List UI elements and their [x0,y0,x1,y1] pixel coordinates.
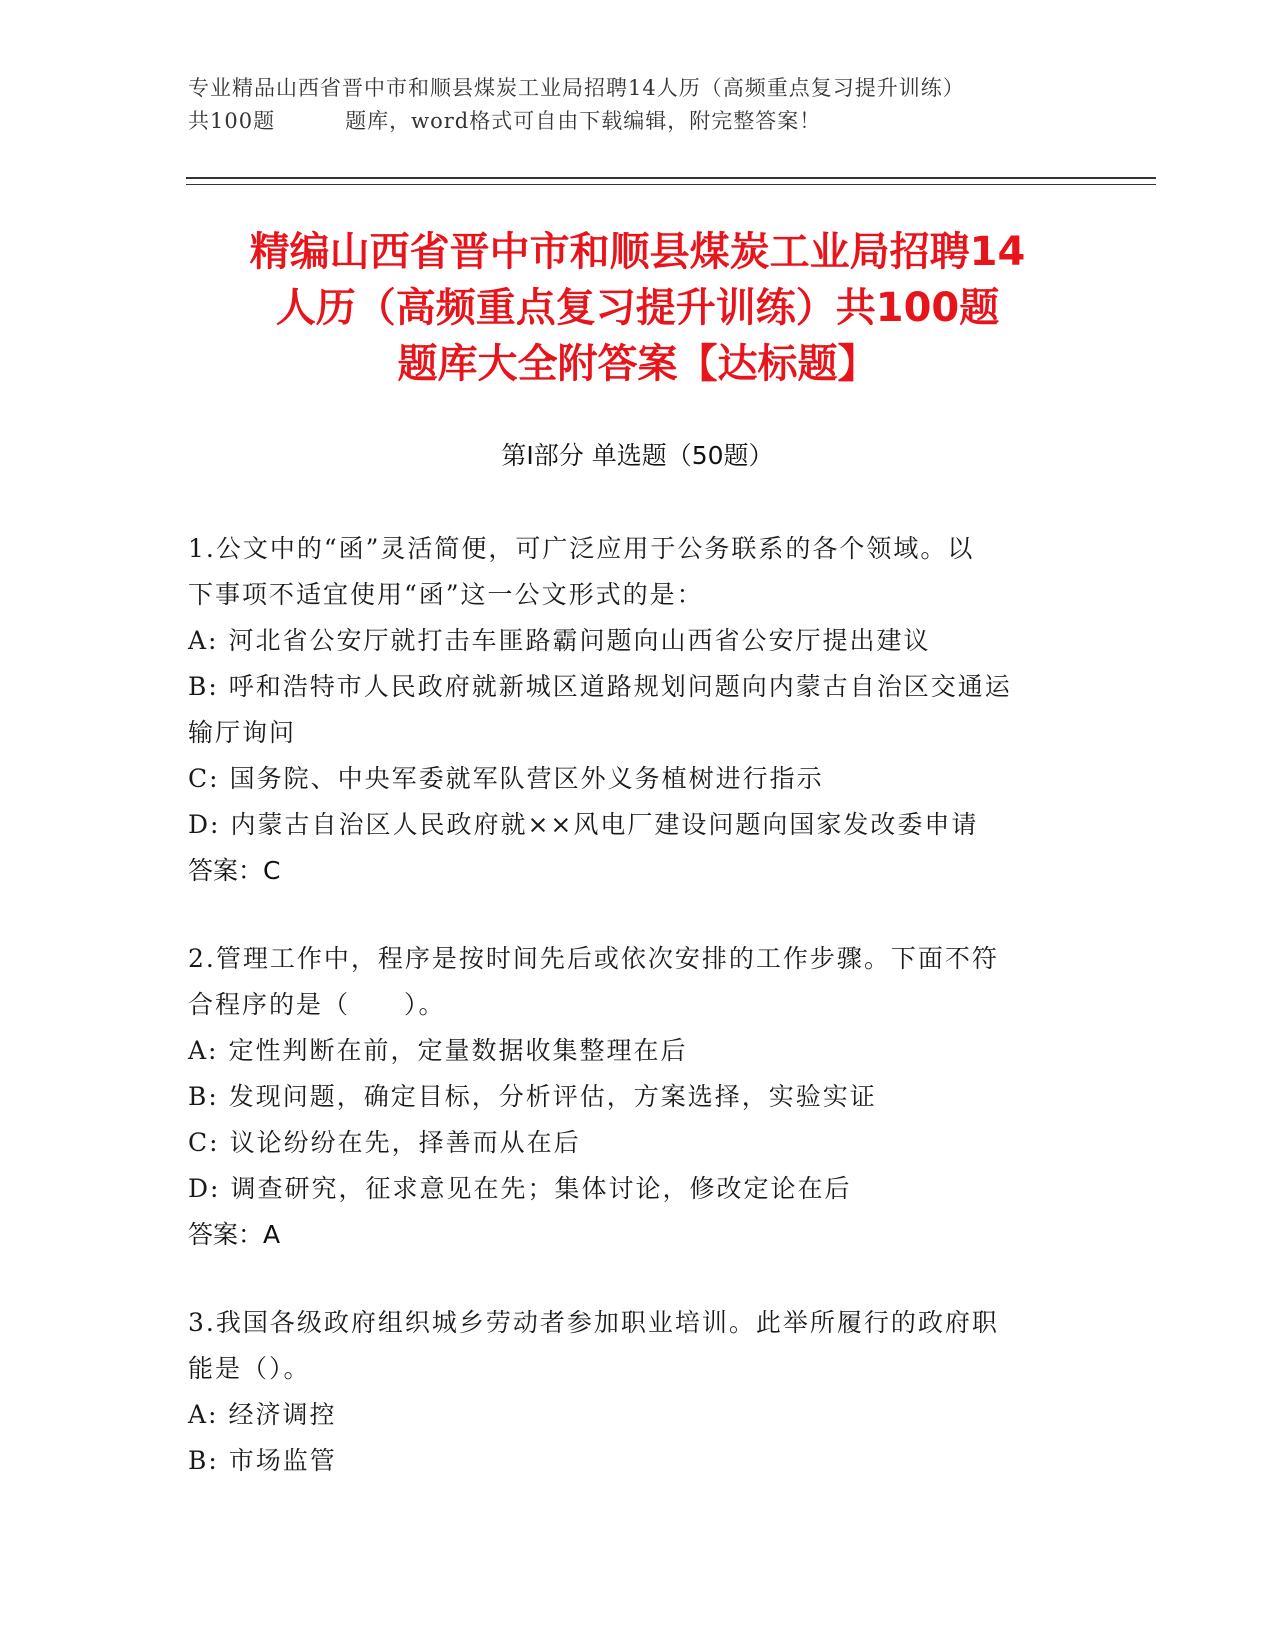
option-key: A: [188,1036,219,1065]
option-key: A: [188,626,219,655]
option-key: B: [188,1082,219,1111]
option-text: 呼和浩特市人民政府就新城区道路规划问题向内蒙古自治区交通运 [228,672,1012,701]
option-text: 定性判断在前，定量数据收集整理在后 [228,1036,688,1065]
header-line-2-left: 共100题 [188,109,276,133]
option-b-continuation: 输厅询问 [188,718,297,747]
title-line-1: 精编山西省晋中市和顺县煤炭工业局招聘14 [249,229,1026,275]
option-text: 经济调控 [228,1400,337,1429]
header-divider-thick [186,177,1156,179]
header-divider-thin [186,184,1156,185]
question-3 [188,1300,1068,1484]
option-c [188,756,1068,802]
section-heading: 第Ⅰ部分 单选题（50题） [501,441,774,470]
option-key: C: [188,764,220,793]
option-d [188,802,1068,848]
question-2 [188,936,1068,1258]
option-text: 河北省公安厅就打击车匪路霸问题向山西省公安厅提出建议 [228,626,931,655]
answer: 答案：A [188,1220,281,1249]
option-text: 发现问题，确定目标，分析评估，方案选择，实验实证 [228,1082,877,1111]
option-text: 市场监管 [228,1446,337,1475]
question-stem-line: 能是（）。 [188,1354,311,1383]
option-key: B: [188,1446,219,1475]
option-a [188,1028,1068,1074]
answer: 答案：C [188,856,281,885]
option-key: B: [188,672,219,701]
option-b [188,1438,1068,1484]
question-stem-line: 1.公文中的“函”灵活简便，可广泛应用于公务联系的各个领域。以 [188,534,975,563]
option-text: 内蒙古自治区人民政府就××风电厂建设问题向国家发改委申请 [230,810,979,839]
option-b [188,664,1068,710]
document-title [150,224,1125,392]
option-key: D: [188,1174,221,1203]
option-a [188,1392,1068,1438]
option-text: 国务院、中央军委就军队营区外义务植树进行指示 [229,764,824,793]
question-1 [188,526,1068,894]
option-a [188,618,1068,664]
question-stem-line: 2.管理工作中，程序是按时间先后或依次安排的工作步骤。下面不符 [188,944,999,973]
option-text: 调查研究，征求意见在先；集体讨论，修改定论在后 [230,1174,852,1203]
question-stem-line: 3.我国各级政府组织城乡劳动者参加职业培训。此举所履行的政府职 [188,1308,999,1337]
option-c [188,1120,1068,1166]
title-line-2: 人历（高频重点复习提升训练）共100题 [275,285,1000,331]
header-line-2 [188,105,1088,138]
header-line-1: 专业精品山西省晋中市和顺县煤炭工业局招聘14人历（高频重点复习提升训练） [188,76,965,100]
page-header [188,72,1088,138]
option-b [188,1074,1068,1120]
question-stem-line: 下事项不适宜使用“函”这一公文形式的是： [188,580,704,609]
title-line-3: 题库大全附答案【达标题】 [397,341,878,387]
option-key: C: [188,1128,220,1157]
option-d [188,1166,1068,1212]
option-key: A: [188,1400,219,1429]
header-line-2-right: 题库，word格式可自由下载编辑，附完整答案！ [345,109,822,133]
question-stem-line: 合程序的是（ ）。 [188,990,446,1019]
option-text: 议论纷纷在先，择善而从在后 [229,1128,581,1157]
question-list [188,526,1068,1526]
option-key: D: [188,810,221,839]
